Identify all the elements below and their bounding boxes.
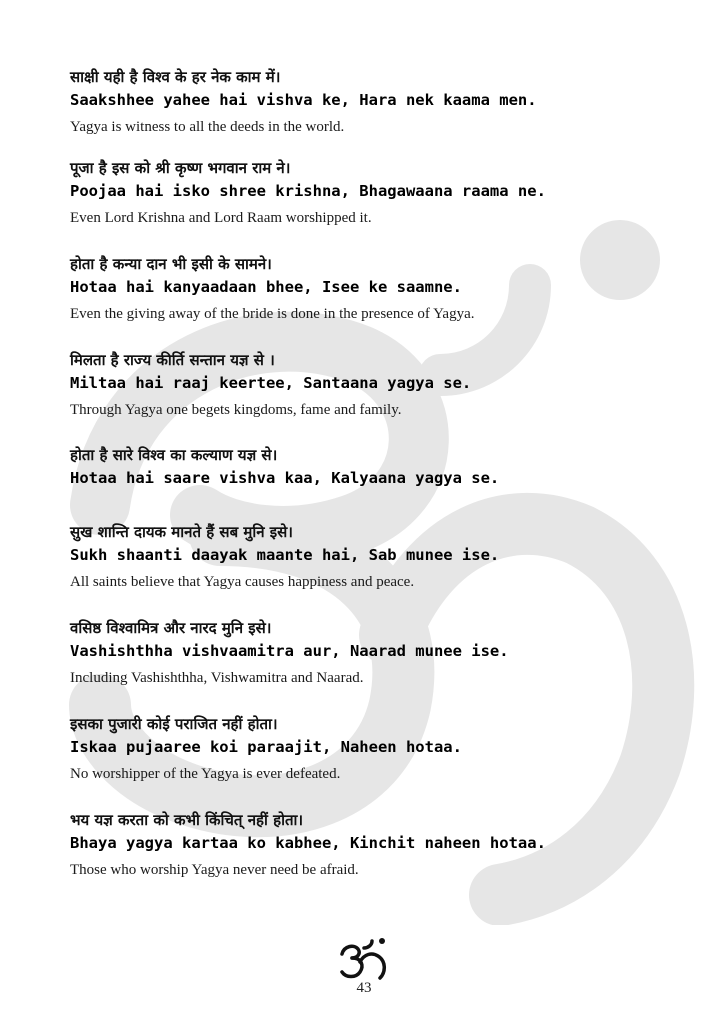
verse-7 [70,617,700,689]
english-translation: Even the giving away of the bride is done in the presence of Yagya. [70,306,475,322]
verse-5 [70,444,700,494]
transliteration-line: Bhaya yagya kartaa ko kabhee, Kinchit naheen hotaa. [70,834,546,852]
page-number: 43 [356,980,372,996]
english-translation: Yagya is witness to all the deeds in the world. [70,119,345,135]
english-translation: Through Yagya one begets kingdoms, fame and family. [70,402,402,418]
om-footer-icon [336,936,392,982]
verse-3 [70,253,700,325]
hindi-line: इसका पुजारी कोई पराजित नहीं होता। [70,715,278,733]
transliteration-line: Iskaa pujaaree koi paraajit, Naheen hotaa. [70,738,462,756]
english-translation: Those who worship Yagya never need be afraid. [70,862,359,878]
verse-6 [70,521,700,593]
transliteration-line: Miltaa hai raaj keertee, Santaana yagya se. [70,374,472,392]
transliteration-line: Saakshhee yahee hai vishva ke, Hara nek kaama men. [70,91,537,109]
verse-9 [70,809,700,881]
transliteration-line: Sukh shaanti daayak maante hai, Sab munee ise. [70,546,500,564]
transliteration-line: Poojaa hai isko shree krishna, Bhagawaana raama ne. [70,182,546,200]
transliteration-line: Vashishthha vishvaamitra aur, Naarad munee ise. [70,642,509,660]
verse-list [70,66,700,881]
verse-2 [70,157,700,229]
hindi-line: होता है कन्या दान भी इसी के सामने। [70,255,272,273]
hindi-line: वसिष्ठ विश्वामित्र और नारद मुनि इसे। [70,619,272,637]
verse-4 [70,349,700,421]
english-translation: All saints believe that Yagya causes happiness and peace. [70,574,415,590]
hindi-line: भय यज्ञ करता को कभी किंचित् नहीं होता। [70,811,304,829]
verse-1 [70,66,700,138]
english-translation: No worshipper of the Yagya is ever defeated. [70,766,341,782]
hindi-line: सुख शान्ति दायक मानते हैं सब मुनि इसे। [70,523,293,541]
english-translation: Including Vashishthha, Vishwamitra and Naarad. [70,670,364,686]
hindi-line: साक्षी यही है विश्व के हर नेक काम में। [70,68,281,86]
transliteration-line: Hotaa hai kanyaadaan bhee, Isee ke saamne. [70,278,462,296]
english-translation: Even Lord Krishna and Lord Raam worshipped it. [70,210,372,226]
hindi-line: होता है सारे विश्व का कल्याण यज्ञ से। [70,446,278,464]
hindi-line: मिलता है राज्य कीर्ति सन्तान यज्ञ से । [70,351,275,369]
transliteration-line: Hotaa hai saare vishva kaa, Kalyaana yagya se. [70,469,500,487]
verse-8 [70,713,700,785]
hindi-line: पूजा है इस को श्री कृष्ण भगवान राम ने। [70,159,291,177]
